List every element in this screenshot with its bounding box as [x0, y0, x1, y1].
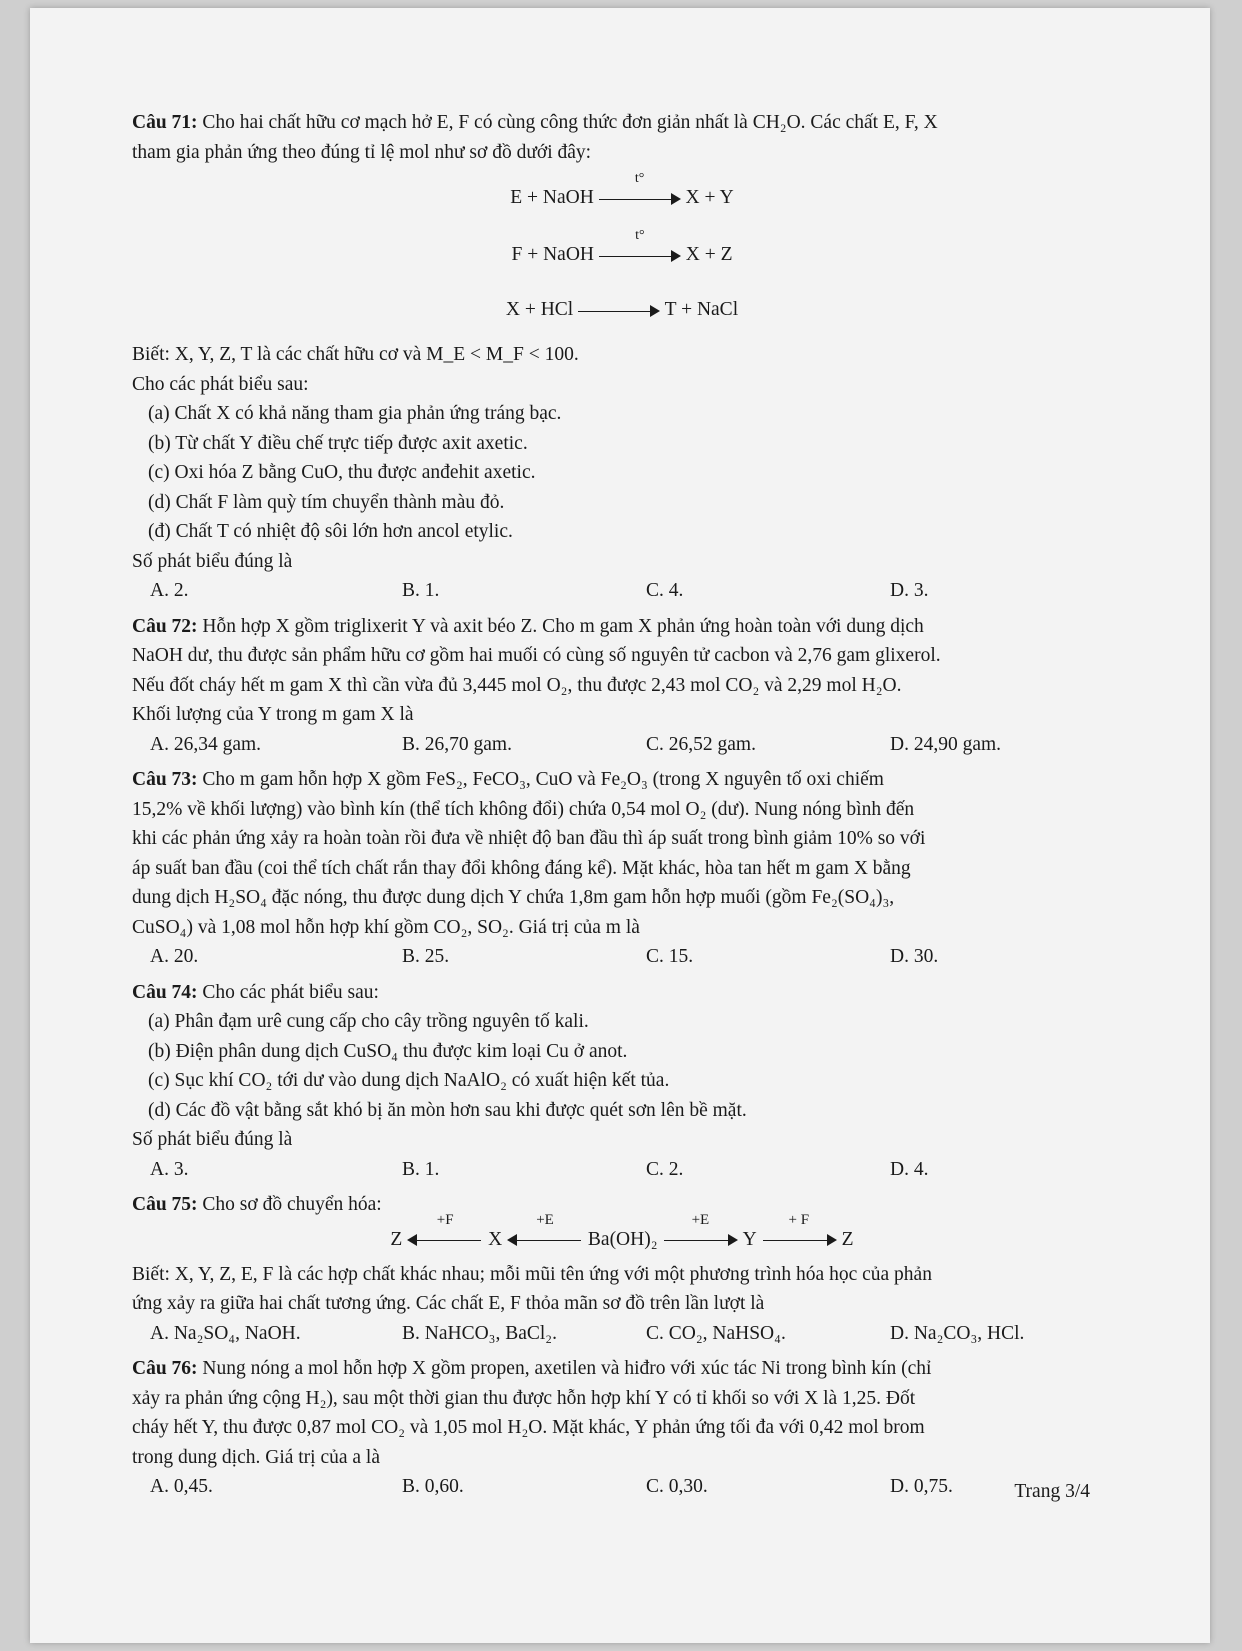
q75-line1 — [132, 1190, 1112, 1220]
arrow-left-icon — [409, 1212, 481, 1250]
eq2-right: X + Z — [685, 244, 733, 265]
q71-statement-dd: (đ) Chất T có nhiệt độ sôi lớn hơn ancol etylic. — [148, 521, 513, 542]
exam-page — [30, 8, 1210, 1643]
option-a[interactable]: A. 2. — [150, 580, 189, 601]
q74-statement-d: (d) Các đồ vật bằng sắt khó bị ăn mòn hơn sau khi được quét sơn lên bề mặt. — [148, 1099, 747, 1121]
option-c[interactable]: C. 26,52 gam. — [646, 733, 756, 755]
option-c[interactable]: C. CO₂, NaHSO₄. — [646, 1322, 786, 1344]
q73-line6: CuSO₄) và 1,08 mol hỗn hợp khí gồm CO₂, SO₂. Giá trị của m là — [132, 916, 640, 938]
option-c[interactable]: C. 0,30. — [646, 1476, 708, 1497]
option-b[interactable]: B. 25. — [402, 946, 450, 967]
option-b[interactable]: B. 0,60. — [402, 1476, 464, 1497]
q76-line1 — [132, 1354, 1112, 1384]
arrow-right-icon — [599, 170, 681, 209]
q71-line1 — [132, 108, 1112, 138]
scheme-y: Y — [742, 1228, 756, 1250]
conversion-scheme — [132, 1212, 1112, 1260]
q75-intro: Cho sơ đồ chuyển hóa: — [202, 1194, 382, 1215]
equation-1 — [132, 167, 1112, 228]
q76-number: Câu 76: — [132, 1358, 198, 1379]
arrow-right-icon — [664, 1212, 736, 1250]
q74-options — [132, 1155, 1112, 1185]
equation-3 — [132, 279, 1112, 340]
option-d[interactable]: D. 24,90 gam. — [890, 733, 1002, 755]
scheme-x: X — [488, 1228, 503, 1250]
option-a[interactable]: A. Na₂SO₄, NaOH. — [150, 1322, 301, 1344]
option-b[interactable]: B. 26,70 gam. — [402, 733, 512, 755]
q76-line4: trong dung dịch. Giá trị của a là — [132, 1446, 381, 1468]
eq3-right: T + NaCl — [664, 299, 739, 320]
q74-statement-b: (b) Điện phân dung dịch CuSO₄ thu được kim loại Cu ở anot. — [148, 1040, 628, 1062]
q73-line5: dung dịch H₂SO₄ đặc nóng, thu được dung dịch Y chứa 1,8m gam hỗn hợp muối (gồm Fe₂(SO₄)₃, — [132, 887, 895, 908]
q73-line3: khi các phản ứng xảy ra hoàn toàn rồi đưa về nhiệt độ ban đầu thì áp suất trong bình giảm 10% so với — [132, 828, 926, 849]
option-d[interactable]: D. Na₂CO₃, HCl. — [890, 1322, 1025, 1344]
q72-text: Hỗn hợp X gồm triglixerit Y và axit béo Z. Cho m gam X phản ứng hoàn toàn với dung dịch — [202, 615, 924, 637]
q73-line2: 15,2% về khối lượng) vào bình kín (thể tích không đổi) chứa 0,54 mol O₂ (dư). Nung nóng bình đến — [132, 798, 915, 820]
q71-statement-c: (c) Oxi hóa Z bằng CuO, thu được anđehit axetic. — [148, 462, 536, 483]
q71-text: Cho hai chất hữu cơ mạch hở E, F có cùng công thức đơn giản nhất là CH₂O. Các chất E, F, X — [202, 112, 938, 133]
q74-number: Câu 74: — [132, 981, 198, 1003]
page-number: Trang 3/4 — [1014, 1481, 1090, 1502]
option-a[interactable]: A. 3. — [150, 1158, 189, 1180]
q72-line1 — [132, 612, 1112, 642]
equation-2 — [132, 224, 1112, 285]
q74-line1 — [132, 978, 1112, 1008]
q74-intro: Cho các phát biểu sau: — [202, 981, 379, 1003]
eq1-arrow-label: t° — [634, 170, 645, 186]
eq2-left: F + NaOH — [511, 244, 594, 265]
option-c[interactable]: C. 4. — [646, 580, 684, 601]
q74-statement-c: (c) Sục khí CO₂ tới dư vào dung dịch NaAlO₂ có xuất hiện kết tủa. — [148, 1070, 670, 1091]
scheme-arrow-4-label: + F — [788, 1212, 810, 1229]
option-d[interactable]: D. 3. — [890, 580, 929, 601]
q75-line2: Biết: X, Y, Z, E, F là các hợp chất khác nhau; mỗi mũi tên ứng với một phương trình hóa học của phản — [132, 1263, 932, 1285]
arrow-right-icon — [599, 227, 681, 266]
option-d[interactable]: D. 4. — [890, 1158, 929, 1180]
option-a[interactable]: A. 0,45. — [150, 1476, 213, 1497]
option-c[interactable]: C. 15. — [646, 946, 694, 967]
q73-options — [132, 942, 1112, 972]
arrow-right-icon — [763, 1212, 835, 1250]
q72-line4: Khối lượng của Y trong m gam X là — [132, 704, 414, 725]
q71-options — [132, 576, 1112, 606]
option-b[interactable]: B. 1. — [402, 580, 440, 601]
q73-number: Câu 73: — [132, 769, 198, 790]
scheme-arrow-1-label: +F — [436, 1212, 454, 1229]
arrow-right-icon — [578, 301, 660, 321]
q71-statement-d: (d) Chất F làm quỳ tím chuyển thành màu đỏ. — [148, 491, 505, 513]
q73-line1 — [132, 765, 1112, 795]
scheme-z-right: Z — [841, 1228, 854, 1250]
eq1-right: X + Y — [685, 187, 734, 208]
q73-line4: áp suất ban đầu (coi thể tích chất rắn thay đổi không đáng kể). Mặt khác, hòa tan hết m gam X bằng — [132, 857, 911, 879]
q76-line3: cháy hết Y, thu được 0,87 mol CO₂ và 1,05 mol H₂O. Mặt khác, Y phản ứng tối đa với 0,42 mol brom — [132, 1417, 925, 1438]
q76-text: Nung nóng a mol hỗn hợp X gồm propen, axetilen và hiđro với xúc tác Ni trong bình kín (chỉ — [202, 1358, 932, 1379]
option-b[interactable]: B. 1. — [402, 1158, 440, 1180]
q72-line3: Nếu đốt cháy hết m gam X thì cần vừa đủ 3,445 mol O₂, thu được 2,43 mol CO₂ và 2,29 mol H₂O. — [132, 674, 902, 696]
q71-line2: tham gia phản ứng theo đúng tỉ lệ mol như sơ đồ dưới đây: — [132, 141, 592, 163]
q71-statement-b: (b) Từ chất Y điều chế trực tiếp được axit axetic. — [148, 432, 528, 454]
q71-known: Biết: X, Y, Z, T là các chất hữu cơ và M_E < M_F < 100. — [132, 344, 579, 365]
eq1-left: E + NaOH — [510, 187, 594, 208]
arrow-left-icon — [509, 1212, 581, 1250]
q76-line2: xảy ra phản ứng cộng H₂), sau một thời gian thu được hỗn hợp khí Y có tỉ khối so với X là 1,25. Đốt — [132, 1387, 916, 1409]
q71-intro: Cho các phát biểu sau: — [132, 373, 309, 395]
q73-text: Cho m gam hỗn hợp X gồm FeS₂, FeCO₃, CuO và Fe₂O₃ (trong X nguyên tố oxi chiếm — [202, 769, 884, 790]
option-b[interactable]: B. NaHCO₃, BaCl₂. — [402, 1322, 557, 1344]
q72-line2: NaOH dư, thu được sản phẩm hữu cơ gồm hai muối có cùng số nguyên tử cacbon và 2,76 gam glixerol. — [132, 645, 941, 666]
option-c[interactable]: C. 2. — [646, 1158, 684, 1180]
option-a[interactable]: A. 20. — [150, 946, 199, 967]
q72-options — [132, 730, 1112, 760]
option-d[interactable]: D. 30. — [890, 946, 939, 967]
q72-number: Câu 72: — [132, 615, 198, 637]
eq2-arrow-label: t° — [635, 227, 645, 243]
option-a[interactable]: A. 26,34 gam. — [150, 733, 262, 755]
scheme-base: Ba(OH)₂ — [587, 1228, 658, 1250]
q74-statement-a: (a) Phân đạm urê cung cấp cho cây trồng nguyên tố kali. — [148, 1011, 589, 1032]
scheme-arrow-3-label: +E — [691, 1212, 710, 1229]
scheme-arrow-2-label: +E — [536, 1212, 554, 1229]
eq3-left: X + HCl — [505, 299, 574, 320]
q76-options — [132, 1472, 1112, 1502]
q71-number: Câu 71: — [132, 112, 198, 133]
q74-ask: Số phát biểu đúng là — [132, 1129, 293, 1150]
page-content — [132, 108, 1112, 1502]
q71-ask: Số phát biểu đúng là — [132, 550, 293, 572]
option-d[interactable]: D. 0,75. — [890, 1476, 953, 1497]
q71-statement-a: (a) Chất X có khả năng tham gia phản ứng tráng bạc. — [148, 403, 562, 424]
q75-line3: ứng xảy ra giữa hai chất tương ứng. Các chất E, F thỏa mãn sơ đồ trên lần lượt là — [132, 1293, 765, 1314]
q75-number: Câu 75: — [132, 1194, 198, 1215]
q75-options — [132, 1319, 1112, 1349]
scheme-z-left: Z — [390, 1228, 403, 1250]
